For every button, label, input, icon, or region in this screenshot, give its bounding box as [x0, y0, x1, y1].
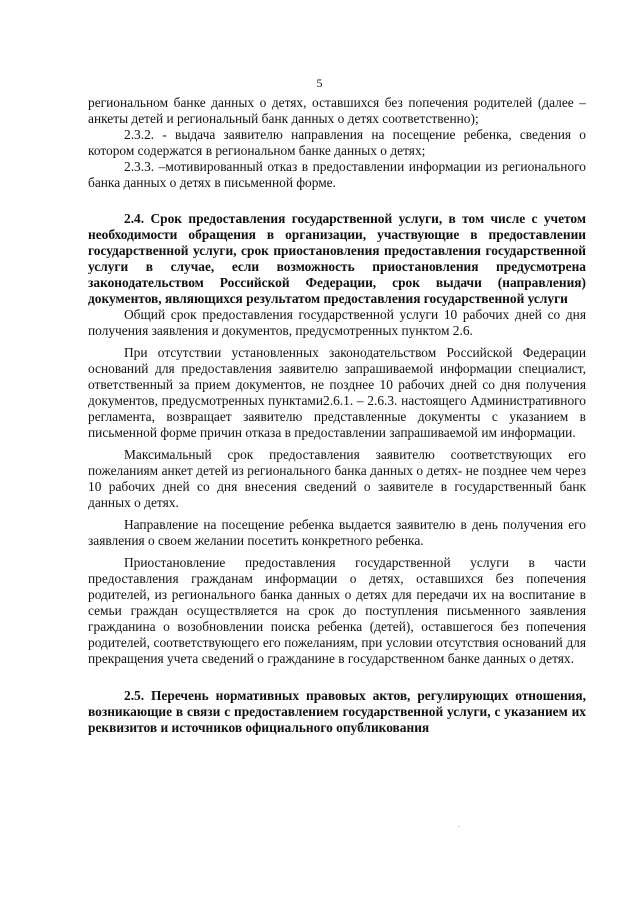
paragraph-2-3-2: 2.3.2. - выдача заявителю направления на посещение ребенка, сведения о котором содержатся в региональном банке данных о детях; — [88, 127, 586, 158]
paragraph-2-3-3: 2.3.3. –мотивированный отказ в предоставлении информации из регионального банка данных о детях в письменной форме. — [88, 159, 586, 190]
paragraph-total-term: Общий срок предоставления государственной услуги 10 рабочих дней со дня получения заявления и документов, предусмотренных пунктом 2.6. — [88, 307, 586, 338]
page-number: 5 — [316, 76, 323, 90]
paragraph-suspension: Приостановление предоставления государственной услуги в части предоставления гражданам информации о детях, оставшихся без попечения родителей, из регионального банка данных о детях для передачи их на воспитание в семьи граждан осуществляется на срок до поступления письменного заявления гражданина о возобновлении поиска ребенка (детей), оставшегося без попечения родителей, соответствующего его пожеланиям, при условии отсутствия оснований для прекращения учета сведений о гражданине в государственном банке данных о детях. — [88, 555, 586, 666]
paragraph-refusal: При отсутствии установленных законодательством Российской Федерации оснований для предоставления заявителю запрашиваемой информации специалист, ответственный за прием документов, не позднее 10 рабочих дней со дня получения документов, предусмотренных пунктами2.6.1. – 2.6.3. настоящего Административного регламента, возвращает заявителю представленные документы с указанием в письменной форме причин отказа в предоставлении запрашиваемой им информации. — [88, 345, 586, 440]
section-heading-2-4: 2.4. Срок предоставления государственной услуги, в том числе с учетом необходимости обращения в организации, участвующие в предоставлении государственной услуги, срок приостановления предоставления государственной услуги в случае, если возможность приостановления предусмотрена законодательством Российской Федерации, срок выдачи (направления) документов, являющихся результатом предоставления государственной услуги — [88, 211, 586, 306]
document-body — [88, 95, 586, 736]
paragraph-continuation: региональном банке данных о детях, оставшихся без попечения родителей (далее – анкеты детей и региональный банк данных о детях соответственно); — [88, 95, 586, 126]
paragraph-max-term: Максимальный срок предоставления заявителю соответствующих его пожеланиям анкет детей из регионального банка данных о детях- не позднее чем через 10 рабочих дней со дня внесения сведений о заявителе в государственный банк данных о детях. — [88, 447, 586, 510]
section-heading-2-5: 2.5. Перечень нормативных правовых актов, регулирующих отношения, возникающие в связи с предоставлением государственной услуги, с указанием их реквизитов и источников официального опубликования — [88, 688, 586, 735]
scan-speck: . — [458, 820, 460, 829]
paragraph-visit-direction: Направление на посещение ребенка выдается заявителю в день получения его заявления о своем желании посетить конкретного ребенка. — [88, 517, 586, 548]
